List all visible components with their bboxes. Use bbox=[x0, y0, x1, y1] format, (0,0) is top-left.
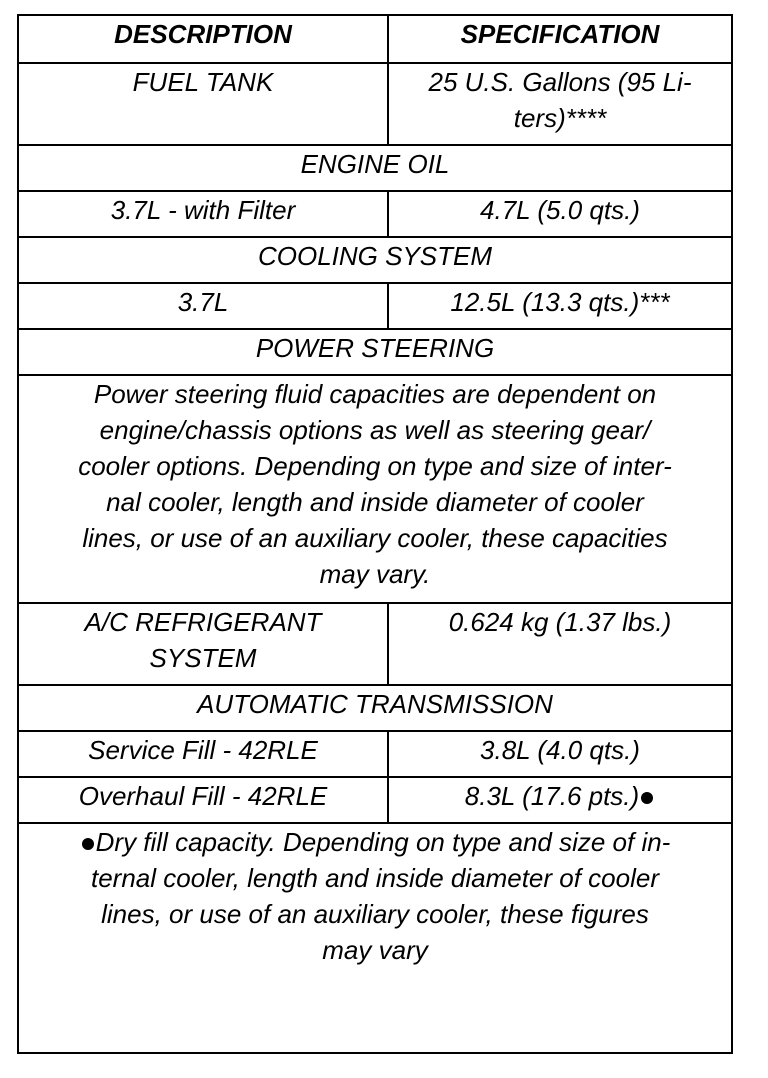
description-header: DESCRIPTION bbox=[18, 15, 388, 63]
engine-oil-section: ENGINE OIL bbox=[18, 145, 732, 191]
ac-refrigerant-label bbox=[18, 603, 388, 685]
note-line: may vary. bbox=[319, 559, 431, 589]
section-row bbox=[18, 145, 732, 191]
ac-label-line2: SYSTEM bbox=[149, 643, 257, 673]
specification-header: SPECIFICATION bbox=[388, 15, 732, 63]
cooling-system-section: COOLING SYSTEM bbox=[18, 237, 732, 283]
table-row bbox=[18, 731, 732, 777]
header-row bbox=[18, 15, 732, 63]
table-row bbox=[18, 777, 732, 823]
note-row bbox=[18, 375, 732, 603]
engine-oil-value: 4.7L (5.0 qts.) bbox=[388, 191, 732, 237]
service-fill-value: 3.8L (4.0 qts.) bbox=[388, 731, 732, 777]
cooling-system-label: 3.7L bbox=[18, 283, 388, 329]
footnote-row bbox=[18, 823, 732, 1053]
table-row bbox=[18, 283, 732, 329]
note-line: Power steering fluid capacities are dependent on bbox=[93, 379, 657, 409]
note-line: cooler options. Depending on type and size of inter- bbox=[78, 451, 672, 481]
note-line: nal cooler, length and inside diameter of cooler bbox=[106, 487, 644, 517]
section-row bbox=[18, 329, 732, 375]
engine-oil-label: 3.7L - with Filter bbox=[18, 191, 388, 237]
automatic-transmission-section: AUTOMATIC TRANSMISSION bbox=[18, 685, 732, 731]
footnote-line: Dry fill capacity. Depending on type and size of in- bbox=[95, 827, 671, 857]
note-line: lines, or use of an auxiliary cooler, these capacities bbox=[82, 523, 668, 553]
table-row bbox=[18, 63, 732, 145]
overhaul-fill-label: Overhaul Fill - 42RLE bbox=[18, 777, 388, 823]
fuel-tank-label: FUEL TANK bbox=[18, 63, 388, 145]
section-row bbox=[18, 685, 732, 731]
filled-circle-bullet-icon bbox=[82, 838, 94, 850]
overhaul-fill-value: 8.3L (17.6 pts.) bbox=[464, 781, 640, 811]
cooling-system-value: 12.5L (13.3 qts.)*** bbox=[388, 283, 732, 329]
fuel-tank-value-line2: ters)**** bbox=[513, 103, 607, 133]
table-row bbox=[18, 603, 732, 685]
table-row bbox=[18, 191, 732, 237]
footnote-line: may vary bbox=[322, 935, 428, 965]
specifications-table bbox=[17, 14, 733, 1054]
overhaul-fill-value-cell bbox=[388, 777, 732, 823]
service-fill-label: Service Fill - 42RLE bbox=[18, 731, 388, 777]
fuel-tank-value-line1: 25 U.S. Gallons (95 Li- bbox=[428, 67, 692, 97]
power-steering-note bbox=[18, 375, 732, 603]
note-line: engine/chassis options as well as steering gear/ bbox=[99, 415, 651, 445]
section-row bbox=[18, 237, 732, 283]
power-steering-section: POWER STEERING bbox=[18, 329, 732, 375]
footnote-line: ternal cooler, length and inside diameter of cooler bbox=[90, 863, 659, 893]
footnote-line: lines, or use of an auxiliary cooler, these figures bbox=[101, 899, 649, 929]
filled-circle-bullet-icon bbox=[641, 792, 653, 804]
dry-fill-footnote bbox=[18, 823, 732, 1053]
ac-refrigerant-value: 0.624 kg (1.37 lbs.) bbox=[388, 603, 732, 685]
ac-label-line1: A/C REFRIGERANT bbox=[84, 607, 322, 637]
fuel-tank-value bbox=[388, 63, 732, 145]
